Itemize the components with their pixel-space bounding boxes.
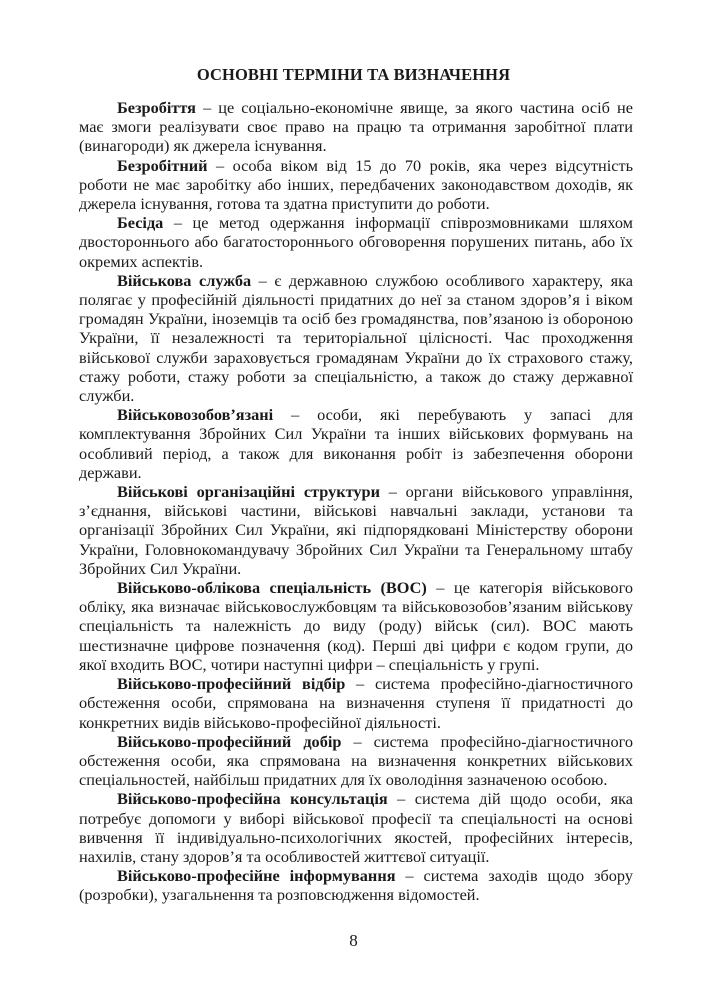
definition-text: – це соціально-економічне явище, за якого частина осіб не має змоги реалізувати своє право на працю та отримання заробітної плати (винагороди) як джерела існування.: [79, 98, 633, 156]
page-title: ОСНОВНІ ТЕРМІНИ ТА ВИЗНАЧЕННЯ: [196, 65, 511, 84]
definitions-list: [79, 98, 633, 905]
definition-text: – особи, які перебувають у запасі для комплектування Збройних Сил України та інших військових формувань на особливий період, а також для виконання робіт із забезпечення оборони держави.: [79, 405, 633, 482]
definition: [79, 156, 633, 214]
definition: [79, 578, 633, 674]
definition-text: – система заходів щодо збору (розробки), узагальнення та розповсюдження відомостей.: [79, 866, 633, 905]
definition-term: Військово-професійний відбір: [117, 674, 346, 694]
definition-term: Військово-облікова спеціальність (ВОС): [117, 578, 427, 598]
definition-term: Бесіда: [117, 213, 164, 233]
definition: [79, 405, 633, 482]
definition: [79, 482, 633, 578]
definition-text: – це категорія військового обліку, яка визначає військовослужбовцям та військовозобов’язаним військову спеціальність та належність до виду (роду) військ (сил). ВОС мають шестизначне цифрове позначення (код). Перші дві цифри є кодом групи, до якої входить ВОС, чотири наступні цифри – спеціальність у групі.: [79, 578, 633, 674]
definition: [79, 98, 633, 156]
definition-term: Військові організаційні структури: [117, 482, 380, 502]
definition-term: Військово-професійна консультація: [117, 789, 388, 809]
definition-text: – особа віком від 15 до 70 років, яка через відсутність роботи не має заробітку або інших, передбачених законодавством доходів, як джерела існування, готова та здатна приступити до роботи.: [79, 155, 633, 214]
definition-term: Безробіття: [117, 98, 196, 117]
definition-term: Військово-професійне інформування: [117, 866, 396, 886]
definition-term: Військовозобов’язані: [117, 405, 274, 425]
definition-term: Військова служба: [117, 270, 252, 290]
definition: [79, 866, 633, 904]
definition-text: – це метод одержання інформації співрозмовниками шляхом двостороннього або багатостороннього обговорення порушених питань, або їх окремих аспектів.: [79, 213, 633, 271]
definition: [79, 674, 633, 732]
definition: [79, 271, 633, 405]
definition: [79, 732, 633, 790]
definition-text: – система професійно-діагностичного обстеження особи, яка спрямована на визначення конкретних військових спеціальностей, найбільш придатних для їх оволодіння зазначеною особою.: [79, 731, 633, 790]
definition-text: – система професійно-діагностичного обстеження особи, спрямована на визначення ступеня її придатності до конкретних видів військово-професійної діяльності.: [79, 674, 633, 732]
page-number: 8: [349, 931, 358, 950]
definition-term: Безробітний: [117, 155, 208, 175]
definition-text: – система дій щодо особи, яка потребує допомоги у виборі військової професії та спеціальності на основі вивчення її індивідуально-психологічних якостей, професійних інтересів, нахилів, стану здоров’я та особливостей життєвої ситуації.: [79, 789, 634, 866]
definition: [79, 213, 633, 271]
definition-term: Військово-професійний добір: [117, 731, 342, 751]
definition: [79, 789, 633, 866]
definition-text: – є державною службою особливого характеру, яка полягає у професійній діяльності придатних до неї за станом здоров’я і віком громадян України, іноземців та осіб без громадянства, пов’язаною із обороною України, її незалежності та територіальної цілісності. Час проходження військової служби зараховується громадянам України до їх страхового стажу, стажу роботи, стажу роботи за спеціальністю, а також до стажу державної служби.: [79, 270, 633, 406]
definition-text: – органи військового управління, з’єднання, військові частини, військові навчальні заклади, установи та організації Збройних Сил України, які підпорядковані Міністерству оборони України, Головнокомандувачу Збройних Сил України та Генеральному штабу Збройних Сил України.: [79, 482, 634, 578]
